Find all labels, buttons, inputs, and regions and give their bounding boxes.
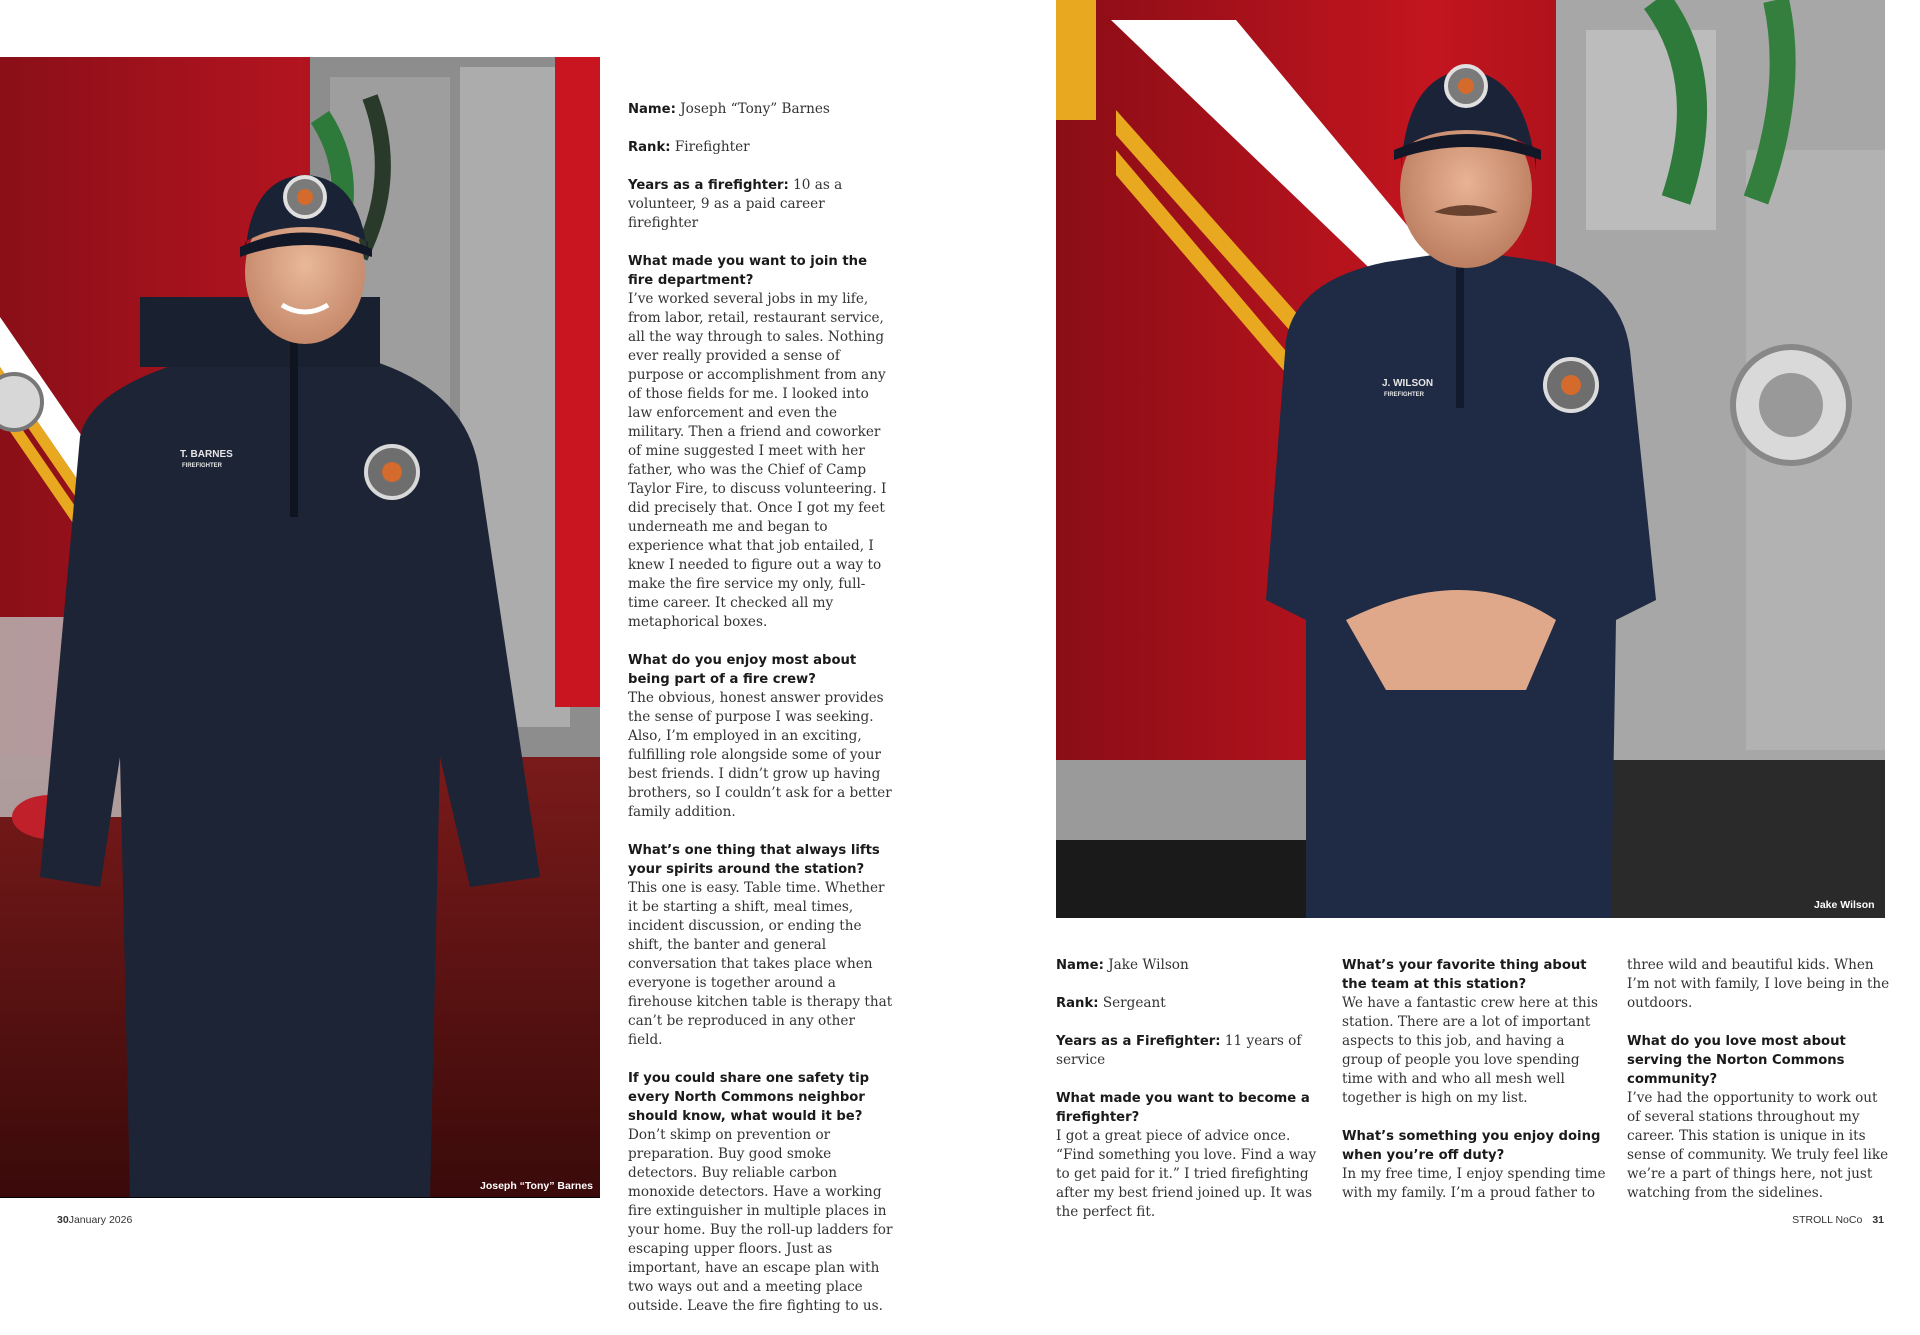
name-label: Name: xyxy=(1056,958,1104,973)
photo-joseph-barnes xyxy=(0,57,600,1198)
patch-rank-wilson: FIREFIGHTER xyxy=(1384,392,1424,398)
question: What’s one thing that always lifts your spirits around the station? xyxy=(628,843,880,877)
page-number-left: 30 xyxy=(57,1214,69,1226)
publication-name: STROLL NoCo xyxy=(1792,1214,1863,1226)
profile-wilson-col-2 xyxy=(1342,956,1607,1222)
barnes-qa-1 xyxy=(628,252,893,632)
photo-caption-right: Jake Wilson xyxy=(1814,899,1875,911)
years-label: Years as a Firefighter: xyxy=(1056,1034,1221,1049)
name-value: Jake Wilson xyxy=(1108,957,1189,973)
question: What made you want to become a firefighter? xyxy=(1056,1091,1310,1125)
patch-name-wilson: J. WILSON xyxy=(1382,378,1434,389)
question: What made you want to join the fire department? xyxy=(628,254,868,288)
wilson-qa-3 xyxy=(1342,1127,1607,1203)
patch-rank-barnes: FIREFIGHTER xyxy=(182,463,222,469)
answer-continued: three wild and beautiful kids. When I’m not with family, I love being in the outdoors. xyxy=(1627,957,1890,1011)
profile-wilson-col-3 xyxy=(1627,956,1892,1222)
profile-wilson-col-1 xyxy=(1056,956,1321,1241)
name-value: Joseph “Tony” Barnes xyxy=(680,101,830,117)
name-label: Name: xyxy=(628,102,676,117)
answer: Don’t skimp on prevention or preparation. Buy good smoke detectors. Buy reliable carbon monoxide detectors. Have a working fire extinguisher in multiple places in your home. Buy the roll-up ladders for escaping upper floors. Just as important, have an escape plan with two ways out and a meeting place outside. Leave the fire fighting to us. xyxy=(628,1127,893,1314)
answer: This one is easy. Table time. Whether it be starting a shift, meal times, incident discussion, or ending the shift, the banter and general conversation that takes place when everyone is together around a firehouse kitchen table is therapy that can’t be reproduced in any other field. xyxy=(628,880,893,1048)
rank-label: Rank: xyxy=(628,140,671,155)
wilson-name xyxy=(1056,956,1321,975)
wilson-qa-1 xyxy=(1056,1089,1321,1222)
wilson-qa-2 xyxy=(1342,956,1607,1108)
profile-barnes xyxy=(628,100,893,1335)
question: If you could share one safety tip every North Commons neighbor should know, what would it be? xyxy=(628,1071,870,1124)
answer: I’ve worked several jobs in my life, from labor, retail, restaurant service, all the way through to sales. Nothing ever really provided a sense of purpose or accomplishment from any of those fields for me. I looked into law enforcement and even the military. Then a friend and coworker of mine suggested I meet with her father, who was the Chief of Camp Taylor Fire, to discuss volunteering. I did precisely that. Once I got my feet underneath me and began to experience what that job entailed, I knew I needed to figure out a way to make the fire service my only, full-time career. It checked all my metaphorical boxes. xyxy=(628,291,887,630)
question: What do you love most about serving the Norton Commons community? xyxy=(1627,1034,1846,1087)
photo-jake-wilson xyxy=(1056,0,1885,918)
folio-left xyxy=(57,1214,132,1226)
photo-wilson-illustration xyxy=(1056,0,1885,918)
answer: I’ve had the opportunity to work out of several stations throughout my career. This station is unique in its sense of community. We truly feel like we’re a part of things here, not just watching from the sidelines. xyxy=(1627,1090,1889,1201)
answer: The obvious, honest answer provides the sense of purpose I was seeking. Also, I’m employed in an exciting, fulfilling role alongside some of your best friends. I didn’t grow up having brothers, so I couldn’t ask for a better family addition. xyxy=(628,690,892,820)
barnes-qa-4 xyxy=(628,1069,893,1316)
question: What’s your favorite thing about the team at this station? xyxy=(1342,958,1587,992)
rank-value: Firefighter xyxy=(674,139,750,155)
barnes-rank xyxy=(628,138,893,157)
barnes-qa-3 xyxy=(628,841,893,1050)
answer: We have a fantastic crew here at this station. There are a lot of important aspects to this job, and having a group of people you love spending time with and who all mesh well together is high on my list. xyxy=(1342,995,1598,1106)
barnes-years xyxy=(628,176,893,233)
answer: In my free time, I enjoy spending time with my family. I’m a proud father to xyxy=(1342,1166,1606,1201)
wilson-years xyxy=(1056,1032,1321,1070)
years-value: 11 years of service xyxy=(1056,1033,1302,1068)
patch-name-barnes: T. BARNES xyxy=(180,449,233,460)
rank-value: Sergeant xyxy=(1102,995,1166,1011)
years-label: Years as a firefighter: xyxy=(628,178,789,193)
wilson-qa-3-cont xyxy=(1627,956,1892,1013)
wilson-qa-4 xyxy=(1627,1032,1892,1203)
photo-barnes-illustration xyxy=(0,57,600,1198)
issue-date: January 2026 xyxy=(68,1214,133,1226)
question: What do you enjoy most about being part of a fire crew? xyxy=(628,653,857,687)
answer: I got a great piece of advice once. “Find something you love. Find a way to get paid for it.” I tried firefighting after my best friend joined up. It was the perfect fit. xyxy=(1056,1128,1317,1220)
wilson-rank xyxy=(1056,994,1321,1013)
photo-caption-left: Joseph “Tony” Barnes xyxy=(480,1180,593,1192)
barnes-name xyxy=(628,100,893,119)
folio-right xyxy=(1792,1214,1884,1226)
page-number-right: 31 xyxy=(1872,1214,1884,1226)
question: What’s something you enjoy doing when you’re off duty? xyxy=(1342,1129,1601,1163)
years-value: 10 as a volunteer, 9 as a paid career firefighter xyxy=(628,177,843,231)
rank-label: Rank: xyxy=(1056,996,1099,1011)
barnes-qa-2 xyxy=(628,651,893,822)
